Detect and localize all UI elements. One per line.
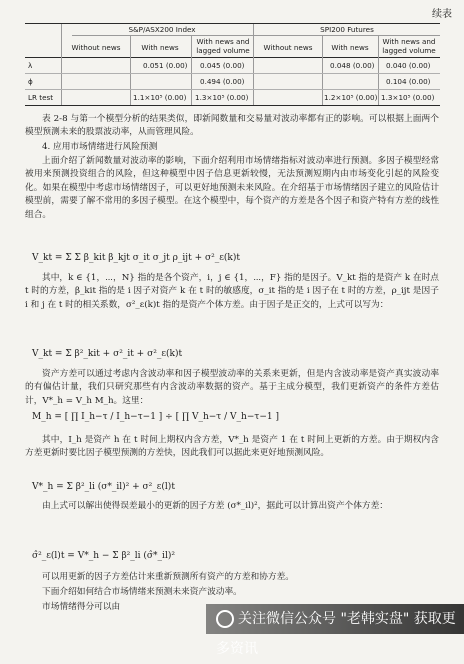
table-cell: 0.051 (0.00) bbox=[143, 61, 188, 70]
paragraph: 可以用更新的因子方差估计来重新预测所有资产的方差和协方差。 bbox=[42, 572, 294, 582]
paragraph: 其中，I_h 是资产 h 在 t 时间上期权内含方差，V*_h 是资产 1 在 t 时间上更新的方差。由于期权内含方差更新时要比因子模型预测的方差快，因此我们可以据此来更好地预测风险。 bbox=[25, 435, 439, 459]
table-cell: 0.045 (0.00) bbox=[200, 61, 245, 70]
table-cell: 1.3×10⁵ (0.00) bbox=[381, 93, 435, 102]
group-header-index: S&P/ASX200 Index bbox=[128, 25, 196, 34]
wechat-icon bbox=[216, 610, 234, 628]
table-cell: 0.104 (0.00) bbox=[386, 77, 431, 86]
paragraph: 下面介绍如何结合市场情绪来预测未来资产波动率。 bbox=[42, 587, 242, 597]
row-label: λ bbox=[28, 61, 33, 70]
row-label: LR test bbox=[28, 93, 54, 102]
table-cell: 0.040 (0.00) bbox=[386, 61, 431, 70]
continued-label: 续表 bbox=[432, 9, 452, 20]
group-rule bbox=[72, 35, 440, 36]
col-header: Without news bbox=[71, 43, 121, 52]
table-cell: 1.3×10⁵ (0.00) bbox=[195, 93, 249, 102]
section-heading: 4. 应用市场情绪进行风险预测 bbox=[42, 142, 158, 152]
paragraph: 表 2-8 与第一个模型分析的结果类似，即新闻数量和交易量对波动率都有正的影响。可以根据上面两个模型预测未来的股票波动率，从而管理风险。 bbox=[25, 114, 439, 138]
equation: V_kt = Σ Σ β_kit β_kjt σ_it σ_jt ρ_ijt + σ²_ε(k)t bbox=[32, 253, 240, 263]
equation: M_h = [ ∏ I_h−τ / I_h−τ−1 ] ÷ [ ∏ V_h−τ / V_h−τ−1 ] bbox=[32, 412, 279, 422]
col-header: With news bbox=[331, 43, 369, 52]
paragraph: 资产方差可以通过考虑内含波动率和因子模型波动率的关系来更新，但是内含波动率是资产真实波动率的有偏估计量，我们只研究那些有内含波动率数据的资产。基于主成分模型，我们更新资产的条件方差估计，V*_h = V_h M_h。这里： bbox=[25, 369, 439, 406]
table-cell: 0.048 (0.00) bbox=[330, 61, 375, 70]
watermark-text: 关注微信公众号 "老韩实盘" 获取更多资讯 bbox=[216, 611, 456, 657]
equation: V*_h = Σ β²_li (σ*_il)² + σ²_ε(l)t bbox=[32, 482, 175, 492]
paragraph: 上面介绍了新闻数量对波动率的影响，下面介绍利用市场情绪指标对波动率进行预测。多因子模型经常被用来预测投资组合的风险，但这种模型中因子信息更新较慢，无法预测短期内由市场变化引起的风险变化。如果在模型中考虑市场情绪因子，可以更好地预测未来风险。在介绍基于市场情绪因子建立的风险估计模型前，需要了解不常用的多因子模型。在这个模型中，每个资产的方差是各个因子和资产特有方差的线性组合。 bbox=[25, 156, 439, 220]
equation: V_kt = Σ β²_kit + σ²_it + σ²_ε(k)t bbox=[32, 349, 183, 359]
paragraph: 由上式可以解出使得误差最小的更新的因子方差 (σ*_il)²，据此可以计算出资产个体方差： bbox=[42, 501, 388, 511]
table-cell: 1.1×10⁵ (0.00) bbox=[133, 93, 187, 102]
paragraph: 市场情绪得分可以由 bbox=[42, 602, 121, 612]
equation: σ̂²_ε(l)t = V*_h − Σ β²_li (σ̂*_il)² bbox=[32, 551, 175, 561]
col-header: With news and lagged volume bbox=[382, 37, 436, 55]
row-label: ϕ bbox=[28, 77, 33, 86]
paragraph: 其中，k ∈ {1，⋯，N} 指的是各个资产，i，j ∈ {1，⋯，F} 指的是因子。V_kt 指的是资产 k 在时点 t 时的方差，β_kit 指的是 i 因子对资产 k 在 t 时的敏感度，σ_it 指的是 i 因子在 t 时的方差，ρ_ijt 是因子 i 和 j 在 t 时的相关系数，σ²_ε(k)t 指的是资产个体方差。由于因子是正交的，上式可以写为： bbox=[25, 273, 439, 310]
table-cell: 0.494 (0.00) bbox=[200, 77, 245, 86]
table-cell: 1.2×10⁵ (0.00) bbox=[324, 93, 378, 102]
table-top-rule bbox=[25, 23, 440, 24]
col-header: With news bbox=[141, 43, 179, 52]
table-bottom-rule bbox=[25, 105, 440, 106]
watermark-banner bbox=[206, 604, 464, 657]
group-header-futures: SPI200 Futures bbox=[320, 25, 374, 34]
col-header: With news and lagged volume bbox=[196, 37, 250, 55]
col-header: Without news bbox=[263, 43, 313, 52]
